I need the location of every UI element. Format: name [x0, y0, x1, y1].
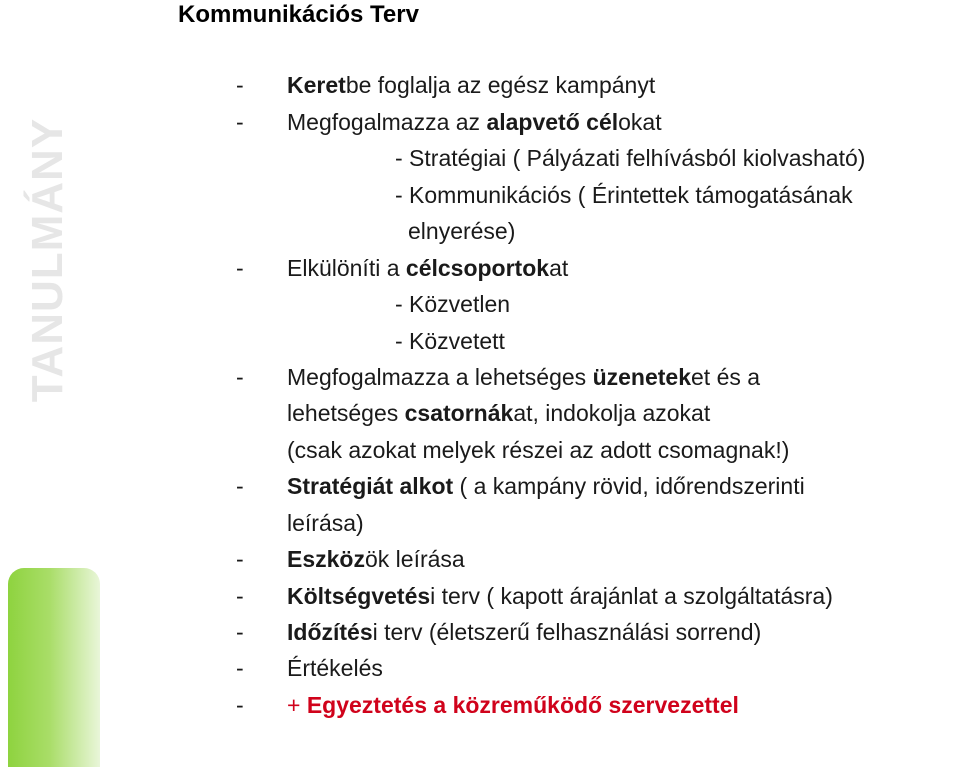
- page-title: Kommunikációs Terv: [178, 1, 419, 28]
- side-watermark-label: TANULMÁNY: [23, 117, 72, 403]
- green-side-tab: [8, 568, 100, 767]
